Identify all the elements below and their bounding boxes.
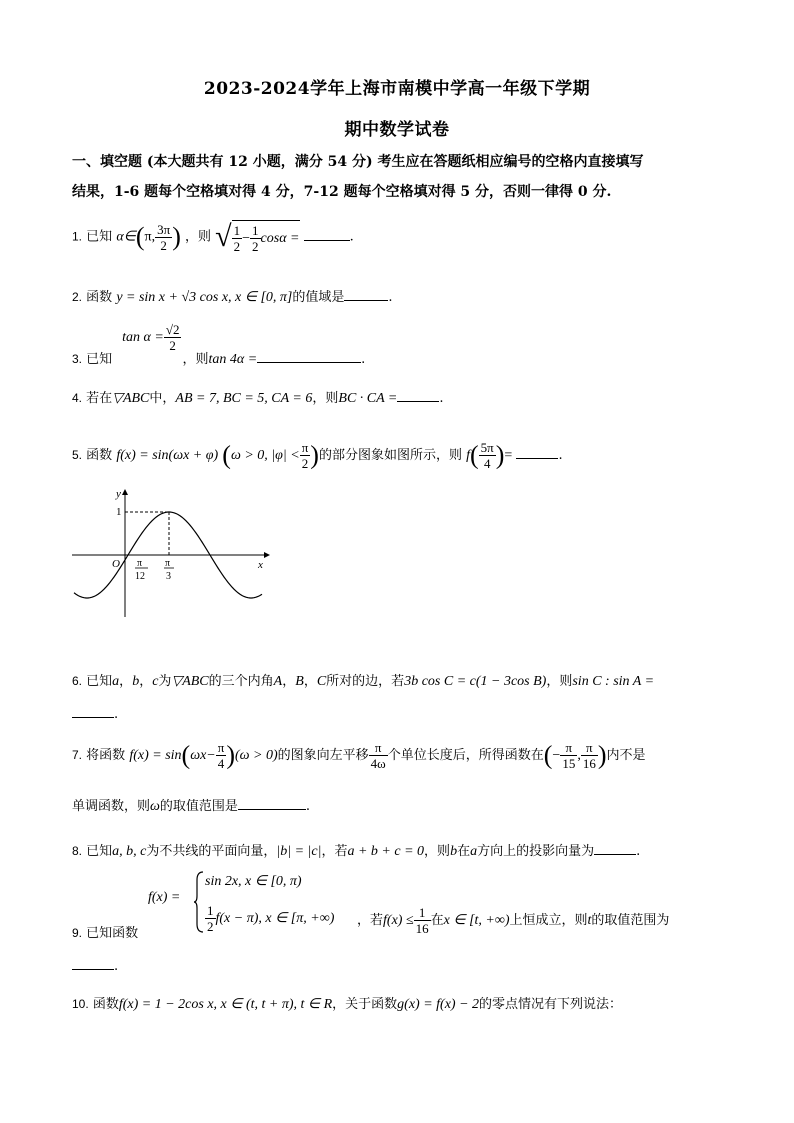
question-9-tail: ，若f(x) ≤ $\frac{1}{16}$ 在x ∈ [t, +∞)上恒成立，则t的取值范围为	[357, 905, 670, 936]
q2-expr: y = sin x + √3 cos x, x ∈ [0, π]	[116, 290, 293, 305]
q5-fx: f(x) = sin(ωx + φ)	[116, 448, 219, 463]
q10-number: 10.	[72, 997, 89, 1011]
q3-pre: 已知	[86, 352, 113, 367]
q9-fx: f(x) =	[148, 890, 181, 905]
q2-pre: 函数	[86, 290, 113, 305]
exam-title-line2: 期中数学试卷	[344, 120, 450, 140]
x-axis-label: x	[258, 559, 263, 571]
q2-answer-blank[interactable]	[344, 286, 388, 301]
q4-dot-product: BC · CA =	[338, 391, 398, 406]
y-axis-arrow	[122, 489, 128, 495]
y-axis-label: y	[116, 488, 121, 500]
q5-ask: f	[466, 448, 470, 463]
q9-case2: $\frac{1}{2}$ f(x − π), x ∈ [π, +∞)	[207, 903, 335, 934]
question-7-line2: 单调函数，则ω的取值范围是 .	[72, 795, 310, 815]
question-9-line2: .	[72, 955, 118, 974]
q6-answer-blank[interactable]	[72, 703, 114, 718]
q8-abs-eq: |b| = |c|	[276, 844, 322, 859]
q8-number: 8.	[72, 844, 83, 858]
q5-sine-graph	[66, 485, 276, 620]
q4-cond: AB = 7, BC = 5, CA = 6	[175, 391, 313, 406]
q9-answer-blank[interactable]	[72, 955, 114, 970]
section-header-line2: 结果，1-6 题每个空格填对得 4 分，7-12 题每个空格填对得 5 分，否则一律得 0 分.	[72, 184, 612, 200]
tick-pi3-top: π	[165, 558, 171, 569]
question-1: 1. 已知 α∈(π, $\frac{3\pi}{2}$ ) ，则 √ $\frac{1}{2}$ − $\frac{1}{2}$ cosα = .	[72, 220, 354, 254]
q8-answer-blank[interactable]	[594, 840, 636, 855]
q4-pre: 若在	[86, 391, 113, 406]
tick-pi12-top: π	[137, 558, 143, 569]
q1-expr-tail: cosα =	[260, 231, 300, 246]
q6-triangle: ▽ABC	[171, 674, 209, 689]
q5-cond: ω > 0, |φ| <	[230, 448, 300, 463]
question-8: 8. 已知a, b, c为不共线的平面向量，|b| = |c|，若a + b + c = 0，则b在a方向上的投影向量为 .	[72, 840, 640, 860]
question-6: 6. 已知a，b，c为▽ABC的三个内角A，B，C所对的边，若3b cos C = c(1 − 3cos B)，则sin C : sin A =	[72, 674, 655, 689]
q7-cond: (ω > 0)	[235, 748, 278, 763]
y-tick-1: 1	[116, 506, 122, 518]
exam-title-line1: 2023-2024学年上海市南模中学高一年级下学期	[203, 79, 591, 99]
q4-triangle: ▽ABC	[112, 391, 150, 406]
q6-number: 6.	[72, 674, 83, 688]
q3-lhs: tan α =	[122, 330, 164, 345]
q1-cond: α∈	[116, 229, 136, 245]
q3-answer-blank[interactable]	[257, 348, 361, 363]
q6-ask: sin C : sin A =	[572, 674, 655, 689]
q4-mid: 中，	[149, 391, 176, 406]
q1-answer-blank[interactable]	[304, 226, 350, 241]
q6-equation: 3b cos C = c(1 − 3cos B)	[404, 674, 547, 689]
q2-number: 2.	[72, 290, 83, 304]
q7-answer-blank[interactable]	[238, 795, 306, 810]
q9-number: 9.	[72, 926, 83, 940]
q9-brace	[193, 870, 205, 934]
q3-rhs: tan 4α =	[208, 352, 258, 367]
question-4: 4. 若在▽ABC中，AB = 7, BC = 5, CA = 6，则BC · CA = .	[72, 387, 444, 407]
q8-vectors: a, b, c	[112, 844, 147, 859]
q9-ineq: f(x) ≤	[383, 913, 414, 928]
q5-number: 5.	[72, 448, 83, 462]
x-axis-arrow	[264, 552, 270, 558]
question-3: tan α = $\frac{√2}{2}$	[122, 322, 180, 353]
question-2: 2. 函数 y = sin x + √3 cos x, x ∈ [0, π]的值域是 .	[72, 286, 393, 306]
q7-number: 7.	[72, 748, 83, 762]
tick-pi3-bot: 3	[166, 571, 171, 582]
q4-number: 4.	[72, 391, 83, 405]
q4-post: ，则	[312, 391, 339, 406]
q1-number: 1.	[72, 229, 83, 244]
origin-label: O	[112, 558, 120, 570]
question-9: 9. 已知函数	[72, 926, 139, 941]
q5-post: 的部分图象如图所示，则	[318, 448, 462, 463]
question-10: 10. 函数f(x) = 1 − 2cos x, x ∈ (t, t + π), t ∈ R，关于函数g(x) = f(x) − 2的零点情况有下列说法：	[72, 997, 623, 1012]
q5-answer-blank[interactable]	[516, 444, 558, 459]
q3-mid: ，则	[182, 352, 209, 367]
q4-answer-blank[interactable]	[397, 387, 439, 402]
q5-pre: 函数	[86, 448, 113, 463]
section-header-line1: 一、填空题 (本大题共有 12 小题，满分 54 分) 考生应在答题纸相应编号的空格内直接填写	[72, 154, 644, 170]
q10-gx: g(x) = f(x) − 2	[397, 997, 480, 1012]
question-9-fx	[148, 890, 180, 906]
q10-fx: f(x) = 1 − 2cos x, x ∈ (t, t + π), t ∈ R	[118, 997, 333, 1012]
question-7: 7. 将函数 f(x) = sin(ωx− $\frac{\pi}{4}$ )(ω > 0)的图象向左平移 $\frac{\pi}{4\omega}$ 个单位长度后，所得函数在(− $\frac{\pi}{15}$ , $\frac{\pi}{16}$ )内不是	[72, 740, 646, 771]
q1-pre: 已知	[86, 229, 113, 245]
q3-number: 3.	[72, 352, 83, 366]
question-6-line2: .	[72, 703, 118, 722]
section-header	[72, 147, 732, 207]
q9-domain: x ∈ [t, +∞)	[443, 913, 510, 928]
q2-post: 的值域是	[292, 290, 345, 305]
q7-fx: f(x) = sin	[129, 748, 182, 763]
q8-sum-zero: a + b + c = 0	[347, 844, 425, 859]
q9-case1: sin 2x, x ∈ [0, π)	[205, 874, 302, 889]
tick-pi12-bot: 12	[135, 571, 145, 582]
question-3-line: 3. 已知 ，则tan 4α = .	[72, 348, 365, 368]
q1-mid: ，则	[185, 229, 212, 245]
question-5: 5. 函数 f(x) = sin(ωx + φ) (ω > 0, |φ| < $\frac{\pi}{2}$ )的部分图象如图所示，则 f( $\frac{5\pi}{4}$ )= .	[72, 440, 563, 471]
